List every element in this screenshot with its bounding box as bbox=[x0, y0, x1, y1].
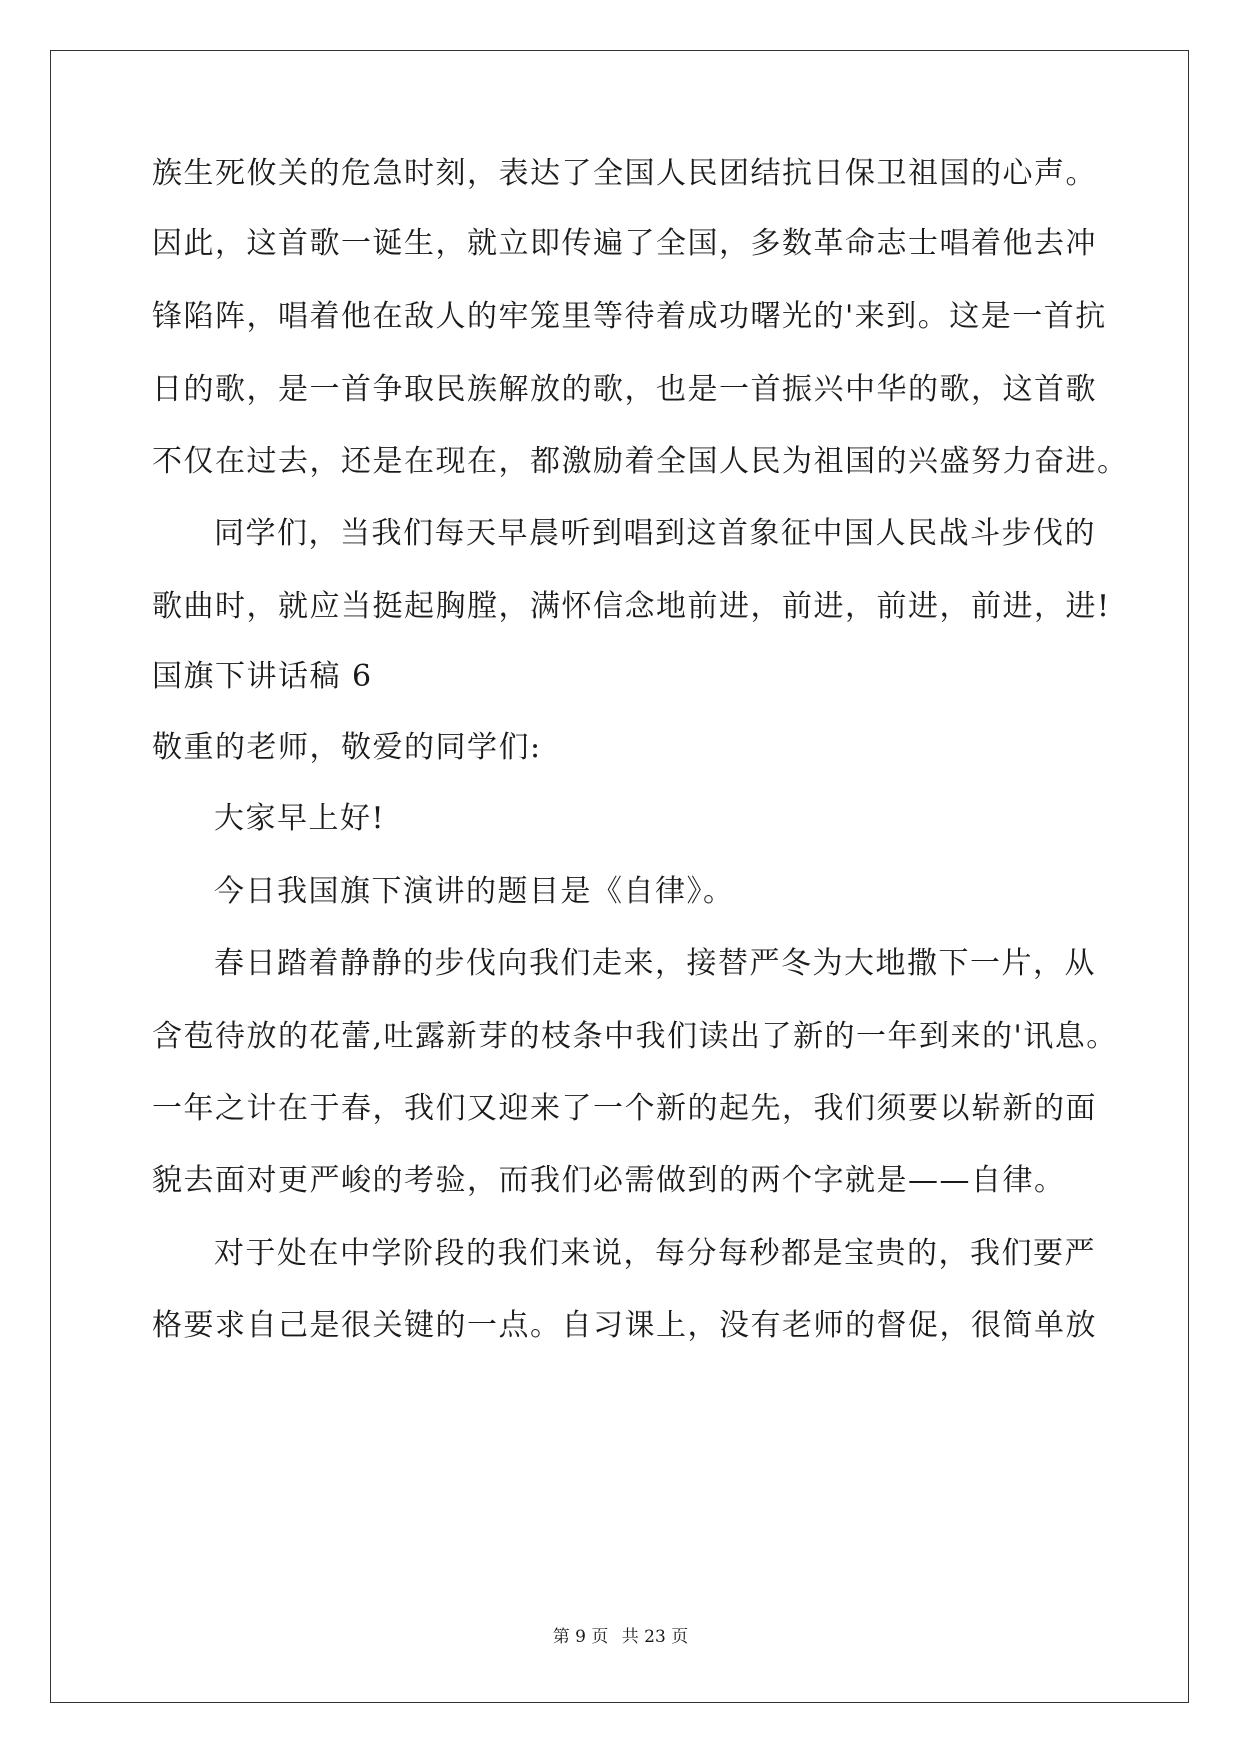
paragraph-line: 含苞待放的花蕾,吐露新芽的枝条中我们读出了新的一年到来的'讯息。 bbox=[152, 1019, 1118, 1054]
page-number: 第 9 页 bbox=[552, 1627, 609, 1647]
paragraph-line: 一年之计在于春，我们又迎来了一个新的起先，我们须要以崭新的面 bbox=[152, 1091, 1097, 1126]
paragraph-line: 同学们，当我们每天早晨听到唱到这首象征中国人民战斗步伐的 bbox=[214, 516, 1096, 551]
paragraph-line: 格要求自己是很关键的一点。自习课上，没有老师的督促，很简单放 bbox=[152, 1308, 1097, 1343]
section-heading: 国旗下讲话稿 6 bbox=[152, 659, 373, 694]
paragraph-line: 对于处在中学阶段的我们来说，每分每秒都是宝贵的，我们要严 bbox=[214, 1236, 1096, 1271]
paragraph-line: 因此，这首歌一诞生，就立即传遍了全国，多数革命志士唱着他去冲 bbox=[152, 226, 1097, 261]
greeting: 大家早上好! bbox=[214, 801, 386, 836]
paragraph-line: 貌去面对更严峻的考验，而我们必需做到的两个字就是——自律。 bbox=[152, 1163, 1066, 1198]
paragraph-line: 歌曲时，就应当挺起胸膛，满怀信念地前进，前进，前进，前进，进! bbox=[152, 589, 1111, 624]
paragraph-line: 锋陷阵，唱着他在敌人的牢笼里等待着成功曙光的'来到。这是一首抗 bbox=[152, 299, 1107, 334]
page-footer bbox=[0, 1622, 1241, 1647]
salutation: 敬重的老师，敬爱的同学们: bbox=[152, 730, 542, 765]
paragraph-line: 今日我国旗下演讲的题目是《自律》。 bbox=[214, 874, 735, 909]
page-total: 共 23 页 bbox=[621, 1627, 689, 1647]
paragraph-line: 不仅在过去，还是在现在，都激励着全国人民为祖国的兴盛努力奋进。 bbox=[152, 444, 1129, 479]
paragraph-line: 春日踏着静静的步伐向我们走来，接替严冬为大地撒下一片，从 bbox=[214, 946, 1096, 981]
paragraph-line: 日的歌，是一首争取民族解放的歌，也是一首振兴中华的歌，这首歌 bbox=[152, 372, 1097, 407]
paragraph-line: 族生死攸关的危急时刻，表达了全国人民团结抗日保卫祖国的心声。 bbox=[152, 156, 1097, 191]
